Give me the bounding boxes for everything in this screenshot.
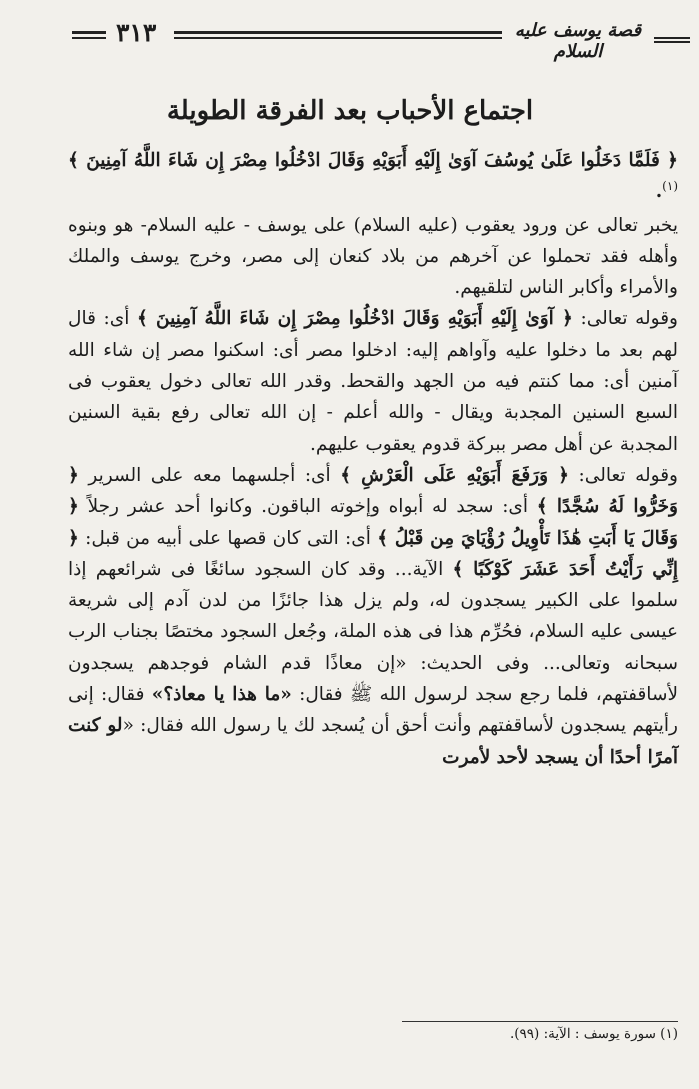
footnote-rule	[402, 1021, 678, 1022]
p3-verse-2: ﴿ وَخَرُّوا لَهُ سُجَّدًا ﴾	[68, 464, 678, 518]
p2-verse: ﴿ آوَىٰ إِلَيْهِ أَبَوَيْهِ وَقَالَ ادْخُلُوا مِصْرَ إِن شَاءَ اللَّهُ آمِنِينَ ﴾	[137, 308, 573, 330]
book-title: قصة يوسف عليه السلام	[514, 20, 642, 62]
section-title: اجتماع الأحباب بعد الفرقة الطويلة	[166, 96, 534, 126]
p3-text-1: أى: أجلسهما معه على السرير	[78, 464, 341, 486]
paragraph-2	[68, 303, 678, 459]
p3-quote-1: «ما هذا يا معاذ؟»	[151, 684, 292, 706]
running-header	[72, 18, 684, 62]
p3-intro: وقوله تعالى:	[569, 464, 678, 486]
opening-verse	[68, 145, 678, 208]
header-dash-left	[72, 31, 106, 39]
paragraph-1: يخبر تعالى عن ورود يعقوب (عليه السلام) على يوسف - عليه السلام- هو وبنوه وأهله فقد تحملوا عن آخرهم من بلاد كنعان إلى مصر، وخرج يوسف والملك والأمراء وأكابر الناس لتلقيهم.	[68, 214, 678, 299]
header-rule	[174, 31, 502, 39]
opening-verse-text: ﴿ فَلَمَّا دَخَلُوا عَلَىٰ يُوسُفَ آوَىٰ إِلَيْهِ أَبَوَيْهِ وَقَالَ ادْخُلُوا مِصْرَ إِن شَاءَ اللَّهُ آمِنِينَ ﴾	[68, 150, 678, 171]
page-number: ٣١٣	[116, 18, 157, 47]
p3-quote-2: لو كنت آمرًا أحدًا أن يسجد لأحد لأمرت	[68, 715, 678, 768]
p3-text-5: فقال: إنى رأيتهم يسجدون لأساقفتهم وأنت أحق أن يُسجد لك يا رسول الله فقال: «	[68, 684, 678, 737]
p2-intro: وقوله تعالى:	[572, 308, 678, 330]
header-dash-right	[654, 37, 690, 43]
p3-text-4: الآية... وقد كان السجود سائغًا فى شرائعهم إذا سلموا على الكبير يسجدون له، ولم يزل هذا جائزًا من لدن آدم إلى شريعة عيسى عليه السلام، فحُرِّم هذا فى هذه الملة، وجُعل السجود مختصًا بجناب الرب سبحانه وتعالى... وفى الحديث: «إن معاذًا قدم الشام فوجدهم يسجدون لأساقفتهم، فلما رجع سجد لرسول الله ﷺ فقال:	[68, 558, 678, 706]
p3-verse-1: ﴿ وَرَفَعَ أَبَوَيْهِ عَلَى الْعَرْشِ ﴾	[340, 464, 569, 486]
opening-verse-end: .	[655, 181, 663, 203]
p3-text-2: أى: سجد له أبواه وإخوته الباقون. وكانوا أحد عشر رجلاً	[78, 496, 537, 518]
p3-verse-4: ﴿ إِنِّي رَأَيْتُ أَحَدَ عَشَرَ كَوْكَبًا ﴾	[68, 527, 678, 580]
footnote-marker: (١)	[662, 179, 678, 194]
paragraph-3	[68, 460, 678, 773]
p3-text-3: أى: التى كان قصها على أبيه من قبل:	[78, 527, 378, 549]
footnote: (١) سورة يوسف : الآية: (٩٩).	[509, 1026, 678, 1042]
p3-verse-3: ﴿ وَقَالَ يَا أَبَتِ هَٰذَا تَأْوِيلُ رُؤْيَايَ مِن قَبْلُ ﴾	[68, 496, 678, 549]
p2-text: أى: قال لهم بعد ما دخلوا عليه وآواهم إليه: ادخلوا مصر أى: اسكنوا مصر إن شاء الله آمنين أى: مما كنتم فيه من الجهد والقحط. وقدر الله تعالى دخول يعقوب فى السبع السنين المجدبة ويقال - والله أعلم - إن الله تعالى رفع بقية السنين المجدبة عن أهل مصر ببركة قدوم يعقوب عليهم.	[68, 308, 678, 455]
body-text	[68, 145, 678, 773]
